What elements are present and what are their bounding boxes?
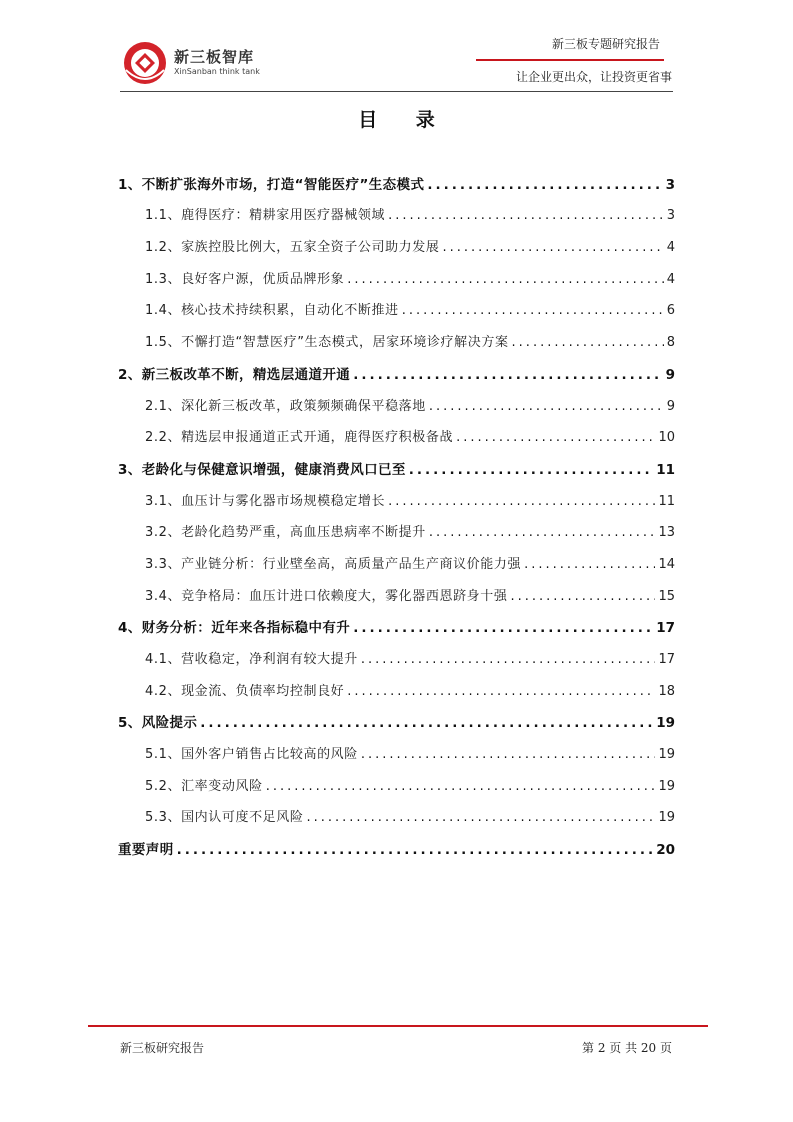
toc-title: 目 录 [358,109,451,131]
footer-page-info: 第 2 页 共 20 页 [582,1041,672,1055]
toc-dot-leader [361,650,656,670]
toc-entry-label: 5.3、国内认可度不足风险 [145,810,304,826]
toc-entry-page: 11 [658,493,675,509]
toc-entry-page: 17 [658,652,675,667]
toc-entry-label: 重要声明 [118,842,174,859]
toc-dot-leader [361,745,656,765]
toc-subsection-entry[interactable] [118,797,675,829]
toc-entry-page: 17 [656,620,675,637]
toc-dot-leader [353,618,653,638]
toc-entry-page: 4 [666,240,675,256]
header-accent-line [476,59,664,61]
toc-subsection-entry[interactable] [118,321,675,353]
toc-entry-label: 1.3、良好客户源，优质品牌形象 [145,271,345,287]
toc-dot-leader [429,523,656,543]
toc-subsection-entry[interactable] [118,670,675,702]
toc-subsection-entry[interactable] [118,385,675,417]
toc-entry-label: 2、新三板改革不断，精选层通道开通 [118,366,351,383]
toc-entry-page: 15 [658,588,675,604]
toc-dot-leader [347,682,655,702]
toc-subsection-entry[interactable] [118,575,675,607]
toc-entry-label: 5.1、国外客户销售占比较高的风险 [145,747,358,763]
toc-entry-page: 19 [658,810,675,826]
toc-entry-page: 19 [658,747,675,763]
toc-entry-label: 5.2、汇率变动风险 [145,778,263,794]
toc-dot-leader [512,333,664,353]
logo [122,40,292,88]
toc-entry-page: 20 [656,842,675,859]
toc-dot-leader [409,460,653,480]
toc-entry-label: 1.4、核心技术持续积累，自动化不断推进 [145,303,399,319]
toc-entry-label: 3.3、产业链分析：行业壁垒高，高质量产品生产商议价能力强 [145,556,522,572]
toc-dot-leader [402,301,664,321]
toc-section-entry[interactable] [118,163,675,195]
toc-entry-label: 1.2、家族控股比例大，五家全资子公司助力发展 [145,240,440,256]
toc-subsection-entry[interactable] [118,733,675,765]
toc-entry-label: 4、财务分析：近年来各指标稳中有升 [118,620,351,637]
header-slogan: 让企业更出众，让投资更省事 [515,70,672,84]
toc-section-entry[interactable] [118,607,675,639]
toc-entry-page: 19 [658,778,675,794]
toc-dot-leader [510,587,655,607]
toc-entry-page: 13 [658,525,675,541]
toc-subsection-entry[interactable] [118,290,675,322]
toc-dot-leader [427,175,662,195]
toc-section-entry[interactable] [118,353,675,385]
toc-dot-leader [266,777,656,797]
toc-dot-leader [177,840,654,860]
toc-dot-leader [429,397,664,417]
toc-entry-label: 5、风险提示 [118,715,198,732]
header-divider [120,91,673,92]
toc-section-entry[interactable] [118,828,675,860]
toc-subsection-entry[interactable] [118,417,675,449]
toc-dot-leader [524,555,655,575]
toc-entry-label: 4.1、营收稳定，净利润有较大提升 [145,652,358,667]
toc-entry-label: 4.2、现金流、负债率均控制良好 [145,683,345,699]
logo-name: 新三板智库 [174,48,255,66]
report-title: 新三板专题研究报告 [551,37,660,51]
toc-entry-page: 9 [666,398,675,414]
toc-dot-leader [306,808,655,828]
toc-entry-label: 3.2、老龄化趋势严重，高血压患病率不断提升 [145,525,426,541]
toc-subsection-entry[interactable] [118,543,675,575]
toc-subsection-entry[interactable] [118,638,675,670]
toc-subsection-entry[interactable] [118,512,675,544]
toc-subsection-entry[interactable] [118,480,675,512]
logo-mark-icon [122,40,168,86]
toc-entry-label: 1.1、鹿得医疗：精耕家用医疗器械领域 [145,208,386,224]
toc-entry-label: 2.2、精选层申报通道正式开通，鹿得医疗积极备战 [145,430,454,446]
toc-entry-page: 3 [666,208,675,224]
toc-entry-label: 1.5、不懈打造“智慧医疗”生态模式，居家环境诊疗解决方案 [145,335,509,351]
toc-entry-label: 3.1、血压计与雾化器市场规模稳定增长 [145,493,386,509]
toc-dot-leader [456,428,655,448]
toc-section-entry[interactable] [118,448,675,480]
logo-subtitle: XinSanban think tank [174,67,260,76]
toc-entry-page: 18 [658,683,675,699]
toc-entry-page: 3 [665,176,675,193]
toc-entry-page: 9 [665,366,675,383]
toc-entry-label: 1、不断扩张海外市场，打造“智能医疗”生态模式 [118,176,425,193]
toc-dot-leader [353,365,662,385]
toc-entry-label: 3.4、竞争格局：血压计进口依赖度大，雾化器西恩跻身十强 [145,588,508,604]
toc-subsection-entry[interactable] [118,258,675,290]
toc-entry-page: 6 [666,303,675,319]
toc-entry-page: 4 [666,271,675,287]
toc-dot-leader [442,238,663,258]
toc-dot-leader [200,713,653,733]
toc-section-entry[interactable] [118,702,675,734]
toc-dot-leader [347,270,663,290]
toc-entry-page: 19 [656,715,675,732]
toc-entry-label: 2.1、深化新三板改革，政策频频确保平稳落地 [145,398,426,414]
table-of-contents [118,163,675,860]
toc-subsection-entry[interactable] [118,226,675,258]
toc-entry-page: 11 [656,461,675,478]
toc-entry-page: 10 [658,430,675,446]
toc-entry-page: 8 [666,335,675,351]
toc-dot-leader [388,206,664,226]
toc-dot-leader [388,492,655,512]
toc-entry-page: 14 [658,556,675,572]
footer-divider [88,1025,708,1027]
toc-subsection-entry[interactable] [118,195,675,227]
footer-report-name: 新三板研究报告 [120,1041,205,1055]
toc-entry-label: 3、老龄化与保健意识增强，健康消费风口已至 [118,461,406,478]
toc-subsection-entry[interactable] [118,765,675,797]
